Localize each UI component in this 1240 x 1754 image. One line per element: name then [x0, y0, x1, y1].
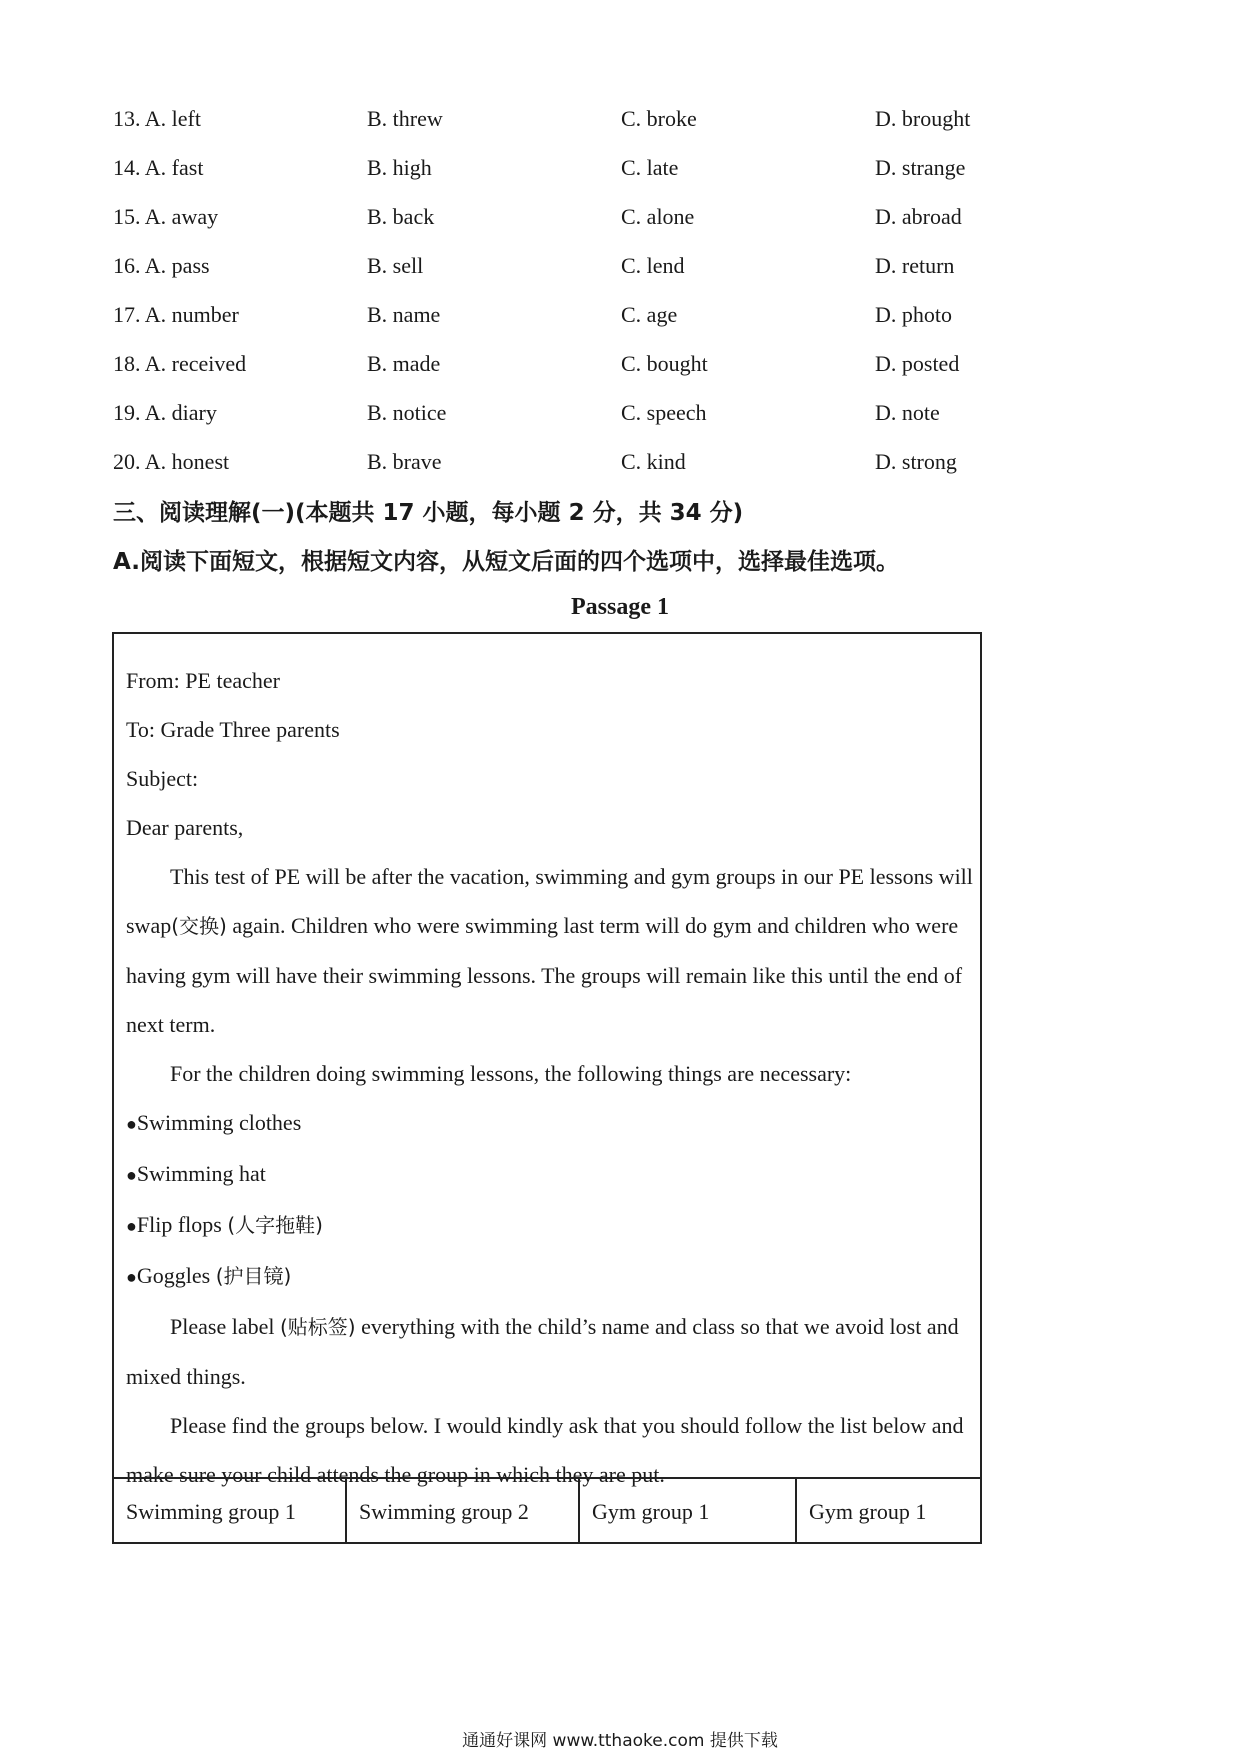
page-footer: 通通好课网 www.tthaoke.com 提供下载 [462, 1731, 778, 1751]
option-d: D. abroad [875, 204, 962, 229]
option-a: 19. A. diary [113, 400, 217, 425]
list-item: ● Flip flops (人字拖鞋) [126, 1200, 976, 1251]
option-row-18 [113, 343, 1013, 392]
email-subject: Subject: [126, 766, 199, 791]
option-c: C. bought [621, 351, 708, 376]
paragraph-1 [126, 852, 976, 1049]
option-c: C. late [621, 155, 679, 180]
list-item: ● Swimming clothes [126, 1098, 976, 1149]
option-a: 20. A. honest [113, 449, 230, 474]
option-c: C. age [621, 302, 678, 327]
option-row-20 [113, 441, 1013, 490]
option-b: B. name [367, 302, 441, 327]
section-heading: 三、阅读理解(一)(本题共 17 小题，每小题 2 分，共 34 分) [113, 500, 744, 526]
email-from: From: PE teacher [126, 668, 280, 693]
passage-title: Passage 1 [571, 594, 669, 620]
option-b: B. threw [367, 106, 443, 131]
table-cell: Gym group 1 [809, 1499, 927, 1524]
option-b: B. made [367, 351, 441, 376]
option-row-14 [113, 147, 1013, 196]
necessary-items-list [126, 1098, 976, 1302]
option-a: 15. A. away [113, 204, 219, 229]
option-a: 18. A. received [113, 351, 247, 376]
section-instruction: A.阅读下面短文，根据短文内容，从短文后面的四个选项中，选择最佳选项。 [113, 549, 899, 575]
paragraph-3: Please label (贴标签) everything with the child’s name and class so that we avoid lost and mixed things. [126, 1314, 959, 1389]
greeting: Dear parents, [126, 815, 244, 840]
option-row-13 [113, 98, 1013, 147]
option-a: 17. A. number [113, 302, 239, 327]
list-item: ● Goggles (护目镜) [126, 1251, 976, 1302]
option-b: B. back [367, 204, 435, 229]
option-d: D. brought [875, 106, 971, 131]
answer-options [113, 98, 1013, 490]
option-b: B. brave [367, 449, 442, 474]
option-row-16 [113, 245, 1013, 294]
option-b: B. sell [367, 253, 424, 278]
option-c: C. speech [621, 400, 707, 425]
option-row-17 [113, 294, 1013, 343]
option-d: D. posted [875, 351, 960, 376]
option-c: C. kind [621, 449, 686, 474]
table-cell: Gym group 1 [580, 1479, 797, 1544]
option-c: C. lend [621, 253, 685, 278]
option-d: D. strong [875, 449, 957, 474]
email-to: To: Grade Three parents [126, 717, 340, 742]
option-row-15 [113, 196, 1013, 245]
paragraph-1-text-a: This test of PE will be after the vacation, swimming and gym groups in our PE lessons will swap [126, 864, 973, 938]
table-cell: Swimming group 1 [114, 1479, 347, 1544]
option-b: B. notice [367, 400, 447, 425]
option-c: C. alone [621, 204, 695, 229]
paragraph-1-gloss: (交换) [171, 914, 227, 938]
option-a: 14. A. fast [113, 155, 204, 180]
passage-box [112, 632, 982, 1544]
paragraph-4: Please find the groups below. I would kindly ask that you should follow the list below and make sure your child attends the group in which they are put. [126, 1413, 964, 1487]
option-a: 13. A. left [113, 106, 201, 131]
option-d: D. photo [875, 302, 952, 327]
option-d: D. note [875, 400, 940, 425]
paragraph-1-text-b: again. Children who were swimming last term will do gym and children who were having gym will have their swimming lessons. The groups will remain like this until the end of next term. [126, 913, 963, 1037]
list-item: ● Swimming hat [126, 1149, 976, 1200]
option-b: B. high [367, 155, 432, 180]
option-d: D. return [875, 253, 955, 278]
option-d: D. strange [875, 155, 966, 180]
groups-table-row [114, 1477, 980, 1544]
option-c: C. broke [621, 106, 697, 131]
table-cell: Swimming group 2 [347, 1479, 580, 1544]
passage-body [126, 656, 976, 1499]
option-a: 16. A. pass [113, 253, 210, 278]
paragraph-2: For the children doing swimming lessons, the following things are necessary: [170, 1061, 852, 1086]
option-row-19 [113, 392, 1013, 441]
